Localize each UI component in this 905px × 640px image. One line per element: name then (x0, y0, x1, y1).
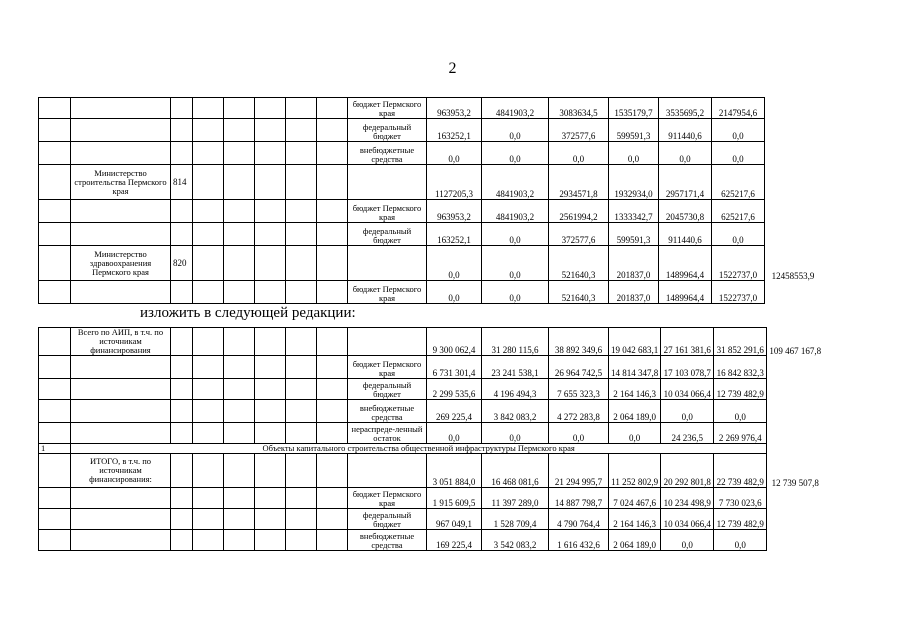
empty-cell (193, 379, 224, 400)
value-cell: 169 225,4 (427, 530, 482, 551)
organization-cell (71, 509, 171, 530)
funding-source-cell: внебюджетные средства (348, 530, 427, 551)
value-cell (767, 488, 824, 509)
empty-cell (255, 119, 286, 142)
row-number-cell (39, 454, 71, 488)
organization-cell: Министерство здравоохранения Пермского края (71, 246, 171, 281)
empty-cell (224, 356, 255, 379)
value-cell: 16 468 081,6 (482, 454, 549, 488)
organization-cell (71, 200, 171, 223)
code-cell (171, 356, 193, 379)
empty-cell (224, 142, 255, 165)
value-cell: 372577,6 (549, 119, 609, 142)
funding-source-cell: федеральный бюджет (348, 119, 427, 142)
empty-cell (255, 356, 286, 379)
value-cell: 31 280 115,6 (482, 328, 549, 356)
empty-cell (193, 488, 224, 509)
row-number-cell (39, 246, 71, 281)
value-cell: 0,0 (712, 119, 765, 142)
code-cell (171, 98, 193, 119)
value-cell: 1 915 609,5 (427, 488, 482, 509)
value-cell: 1535179,7 (609, 98, 659, 119)
value-cell (767, 379, 824, 400)
value-cell: 11 397 289,0 (482, 488, 549, 509)
value-cell: 0,0 (482, 246, 549, 281)
empty-cell (224, 488, 255, 509)
value-cell (767, 400, 824, 423)
value-cell: 1489964,4 (659, 246, 712, 281)
organization-cell (71, 400, 171, 423)
empty-cell (255, 423, 286, 444)
row-number-cell (39, 281, 71, 304)
value-cell: 22 739 482,9 (714, 454, 767, 488)
empty-cell (255, 165, 286, 200)
organization-cell: ИТОГО, в т.ч. по источникам финансирования: (71, 454, 171, 488)
empty-cell (255, 509, 286, 530)
value-cell: 3 051 884,0 (427, 454, 482, 488)
empty-cell (193, 454, 224, 488)
code-cell (171, 328, 193, 356)
funding-source-cell: внебюджетные средства (348, 400, 427, 423)
table-row (39, 165, 822, 200)
table-row (39, 400, 824, 423)
funding-source-cell: федеральный бюджет (348, 509, 427, 530)
funding-source-cell: бюджет Пермского края (348, 356, 427, 379)
value-cell: 4841903,2 (482, 98, 549, 119)
table-row (39, 119, 822, 142)
section-row (39, 444, 824, 454)
value-cell: 2 269 976,4 (714, 423, 767, 444)
value-cell: 2 064 189,0 (609, 530, 661, 551)
empty-cell (317, 488, 348, 509)
empty-cell (286, 328, 317, 356)
value-cell: 1333342,7 (609, 200, 659, 223)
row-number-cell (39, 119, 71, 142)
section-heading: изложить в следующей редакции: (140, 305, 356, 321)
empty-cell (193, 281, 224, 304)
value-cell: 12 739 482,9 (714, 509, 767, 530)
budget-table-old (38, 97, 822, 304)
empty-cell (224, 223, 255, 246)
value-cell: 3535695,2 (659, 98, 712, 119)
funding-source-cell: бюджет Пермского края (348, 98, 427, 119)
value-cell: 2147954,6 (712, 98, 765, 119)
row-number-cell (39, 200, 71, 223)
section-title-cell: Объекты капитального строительства общественной инфраструктуры Пермского края (71, 444, 767, 454)
value-cell: 6 731 301,4 (427, 356, 482, 379)
empty-cell (317, 119, 348, 142)
value-cell: 521640,3 (549, 246, 609, 281)
value-cell: 372577,6 (549, 223, 609, 246)
funding-source-cell (348, 328, 427, 356)
value-cell: 0,0 (609, 423, 661, 444)
row-number-cell (39, 488, 71, 509)
value-cell (765, 200, 822, 223)
value-cell: 521640,3 (549, 281, 609, 304)
empty-cell (255, 200, 286, 223)
value-cell: 7 655 323,3 (549, 379, 609, 400)
row-number-cell (39, 400, 71, 423)
funding-source-cell: нераспреде-ленный остаток (348, 423, 427, 444)
value-cell: 0,0 (661, 400, 714, 423)
empty-cell (286, 423, 317, 444)
code-cell (171, 454, 193, 488)
row-number-cell (39, 142, 71, 165)
value-cell: 0,0 (427, 423, 482, 444)
value-cell (765, 165, 822, 200)
table-row (39, 509, 824, 530)
empty-cell (255, 328, 286, 356)
value-cell: 1522737,0 (712, 246, 765, 281)
empty-cell (255, 379, 286, 400)
empty-cell (193, 423, 224, 444)
value-cell: 0,0 (482, 119, 549, 142)
value-cell: 3083634,5 (549, 98, 609, 119)
code-cell (171, 488, 193, 509)
funding-source-cell: федеральный бюджет (348, 379, 427, 400)
value-cell: 31 852 291,6 (714, 328, 767, 356)
empty-cell (224, 509, 255, 530)
empty-cell (193, 142, 224, 165)
funding-source-cell: внебюджетные средства (348, 142, 427, 165)
value-cell: 0,0 (549, 142, 609, 165)
empty-cell (317, 223, 348, 246)
value-cell: 911440,6 (659, 119, 712, 142)
empty-cell (317, 200, 348, 223)
value-cell: 0,0 (661, 530, 714, 551)
value-cell: 163252,1 (427, 223, 482, 246)
empty-cell (317, 509, 348, 530)
code-cell (171, 423, 193, 444)
empty-cell (286, 400, 317, 423)
table-row (39, 423, 824, 444)
table-row (39, 142, 822, 165)
value-cell (765, 223, 822, 246)
empty-cell (317, 379, 348, 400)
value-cell (765, 98, 822, 119)
code-cell: 820 (171, 246, 193, 281)
code-cell (171, 530, 193, 551)
empty-cell (193, 165, 224, 200)
row-number-cell (39, 379, 71, 400)
value-cell: 10 234 498,9 (661, 488, 714, 509)
empty-cell (224, 530, 255, 551)
value-cell: 0,0 (482, 223, 549, 246)
empty-cell (286, 142, 317, 165)
value-cell: 0,0 (482, 281, 549, 304)
row-number-cell (39, 423, 71, 444)
value-cell: 27 161 381,6 (661, 328, 714, 356)
organization-cell (71, 223, 171, 246)
code-cell (171, 142, 193, 165)
value-cell: 12 739 507,8 (771, 477, 819, 488)
value-cell (767, 423, 824, 444)
value-cell: 2 164 146,3 (609, 379, 661, 400)
empty-cell (286, 119, 317, 142)
value-cell: 1522737,0 (712, 281, 765, 304)
value-cell: 201837,0 (609, 281, 659, 304)
value-cell: 14 887 798,7 (549, 488, 609, 509)
table-row (39, 246, 822, 281)
empty-cell (286, 223, 317, 246)
value-cell: 163252,1 (427, 119, 482, 142)
value-cell: 0,0 (712, 223, 765, 246)
empty-cell (255, 530, 286, 551)
empty-cell (193, 98, 224, 119)
empty-cell (317, 98, 348, 119)
value-cell: 1932934,0 (609, 165, 659, 200)
value-cell: 625217,6 (712, 200, 765, 223)
value-cell: 2934571,8 (549, 165, 609, 200)
empty-cell (193, 530, 224, 551)
value-cell: 0,0 (427, 246, 482, 281)
funding-source-cell (348, 246, 427, 281)
value-cell: 963953,2 (427, 98, 482, 119)
empty-cell (224, 119, 255, 142)
value-cell (767, 509, 824, 530)
empty-cell (255, 246, 286, 281)
value-cell: 2 064 189,0 (609, 400, 661, 423)
empty-cell (317, 530, 348, 551)
funding-source-cell (348, 165, 427, 200)
empty-cell (317, 356, 348, 379)
value-cell: 0,0 (427, 281, 482, 304)
empty-cell (286, 379, 317, 400)
value-cell: 967 049,1 (427, 509, 482, 530)
empty-cell (255, 98, 286, 119)
empty-cell (317, 281, 348, 304)
value-cell: 2045730,8 (659, 200, 712, 223)
empty-cell (193, 400, 224, 423)
organization-cell (71, 281, 171, 304)
value-cell: 0,0 (482, 142, 549, 165)
value-cell: 19 042 683,1 (609, 328, 661, 356)
empty-cell (224, 200, 255, 223)
empty-cell (224, 165, 255, 200)
empty-cell (286, 98, 317, 119)
empty-cell (255, 223, 286, 246)
funding-source-cell: бюджет Пермского края (348, 281, 427, 304)
value-cell: 625217,6 (712, 165, 765, 200)
empty-cell (193, 328, 224, 356)
empty-cell (255, 400, 286, 423)
value-cell: 4841903,2 (482, 200, 549, 223)
table-row (39, 328, 824, 356)
value-cell (767, 356, 824, 379)
table-row (39, 379, 824, 400)
organization-cell: Министерство строительства Пермского края (71, 165, 171, 200)
value-cell: 2561994,2 (549, 200, 609, 223)
value-cell: 1 616 432,6 (549, 530, 609, 551)
value-cell: 0,0 (714, 530, 767, 551)
empty-cell (286, 356, 317, 379)
empty-cell (193, 356, 224, 379)
table-row (39, 530, 824, 551)
empty-cell (286, 454, 317, 488)
value-cell: 109 467 167,8 (769, 345, 822, 356)
value-cell: 4 196 494,3 (482, 379, 549, 400)
value-cell: 4841903,2 (482, 165, 549, 200)
empty-cell (255, 281, 286, 304)
funding-source-cell: бюджет Пермского края (348, 200, 427, 223)
value-cell: 599591,3 (609, 223, 659, 246)
empty-cell (193, 200, 224, 223)
value-cell: 911440,6 (659, 223, 712, 246)
value-cell (767, 530, 824, 551)
value-cell: 23 241 538,1 (482, 356, 549, 379)
empty-cell (286, 165, 317, 200)
value-cell: 0,0 (659, 142, 712, 165)
table-row (39, 200, 822, 223)
value-cell: 269 225,4 (427, 400, 482, 423)
value-cell: 7 024 467,6 (609, 488, 661, 509)
code-cell (171, 281, 193, 304)
code-cell (171, 119, 193, 142)
empty-cell (193, 509, 224, 530)
value-cell: 4 790 764,4 (549, 509, 609, 530)
organization-cell (71, 142, 171, 165)
empty-cell (286, 509, 317, 530)
empty-cell (286, 488, 317, 509)
table-row (39, 454, 824, 488)
empty-cell (224, 400, 255, 423)
value-cell: 4 272 283,8 (549, 400, 609, 423)
value-cell: 11 252 802,9 (609, 454, 661, 488)
value-cell: 7 730 023,6 (714, 488, 767, 509)
value-cell: 10 034 066,4 (661, 379, 714, 400)
value-cell: 0,0 (712, 142, 765, 165)
organization-cell (71, 488, 171, 509)
value-cell: 1 528 709,4 (482, 509, 549, 530)
empty-cell (286, 281, 317, 304)
row-number-cell (39, 530, 71, 551)
empty-cell (193, 223, 224, 246)
empty-cell (193, 119, 224, 142)
value-cell (765, 281, 822, 304)
value-cell: 0,0 (482, 423, 549, 444)
budget-table-new (38, 327, 824, 551)
value-cell: 2 164 146,3 (609, 509, 661, 530)
value-cell: 12 739 482,9 (714, 379, 767, 400)
empty-cell (255, 488, 286, 509)
value-cell: 3 542 083,2 (482, 530, 549, 551)
empty-cell (193, 246, 224, 281)
row-number-cell (39, 509, 71, 530)
empty-cell (286, 530, 317, 551)
empty-cell (317, 142, 348, 165)
value-cell: 201837,0 (609, 246, 659, 281)
value-cell: 0,0 (427, 142, 482, 165)
value-cell: 21 294 995,7 (549, 454, 609, 488)
value-cell: 1489964,4 (659, 281, 712, 304)
empty-cell (317, 400, 348, 423)
organization-cell (71, 356, 171, 379)
funding-source-cell: федеральный бюджет (348, 223, 427, 246)
empty-cell (286, 200, 317, 223)
value-cell: 17 103 078,7 (661, 356, 714, 379)
value-cell: 14 814 347,8 (609, 356, 661, 379)
value-cell: 26 964 742,5 (549, 356, 609, 379)
code-cell (171, 509, 193, 530)
empty-cell (317, 165, 348, 200)
row-number-cell (39, 98, 71, 119)
empty-cell (286, 246, 317, 281)
funding-source-cell (348, 454, 427, 488)
value-cell: 599591,3 (609, 119, 659, 142)
value-cell: 963953,2 (427, 200, 482, 223)
value-cell: 0,0 (609, 142, 659, 165)
organization-cell (71, 423, 171, 444)
empty-cell (317, 454, 348, 488)
empty-cell (224, 423, 255, 444)
table-row (39, 356, 824, 379)
organization-cell (71, 119, 171, 142)
value-cell: 0,0 (549, 423, 609, 444)
section-number-cell: 1 (39, 444, 71, 454)
empty-cell (224, 246, 255, 281)
empty-cell (224, 454, 255, 488)
code-cell: 814 (171, 165, 193, 200)
value-cell (765, 119, 822, 142)
empty-cell (317, 328, 348, 356)
value-cell: 2957171,4 (659, 165, 712, 200)
empty-cell (255, 142, 286, 165)
value-cell: 10 034 066,4 (661, 509, 714, 530)
row-number-cell (39, 328, 71, 356)
value-cell: 9 300 062,4 (427, 328, 482, 356)
empty-cell (255, 454, 286, 488)
value-cell: 12458553,9 (771, 270, 815, 281)
table-row (39, 488, 824, 509)
empty-cell (224, 98, 255, 119)
value-cell: 16 842 832,3 (714, 356, 767, 379)
empty-cell (767, 444, 824, 454)
table-row (39, 281, 822, 304)
value-cell: 1127205,3 (427, 165, 482, 200)
empty-cell (317, 423, 348, 444)
code-cell (171, 379, 193, 400)
value-cell: 0,0 (714, 400, 767, 423)
table-row (39, 223, 822, 246)
value-cell: 2 299 535,6 (427, 379, 482, 400)
table-row (39, 98, 822, 119)
row-number-cell (39, 356, 71, 379)
organization-cell (71, 530, 171, 551)
empty-cell (224, 281, 255, 304)
organization-cell (71, 98, 171, 119)
code-cell (171, 200, 193, 223)
empty-cell (224, 328, 255, 356)
empty-cell (317, 246, 348, 281)
value-cell: 38 892 349,6 (549, 328, 609, 356)
funding-source-cell: бюджет Пермского края (348, 488, 427, 509)
organization-cell: Всего по АИП, в т.ч. по источникам финансирования (71, 328, 171, 356)
row-number-cell (39, 223, 71, 246)
empty-cell (224, 379, 255, 400)
row-number-cell (39, 165, 71, 200)
value-cell: 20 292 801,8 (661, 454, 714, 488)
code-cell (171, 223, 193, 246)
page-number: 2 (448, 60, 457, 77)
value-cell: 3 842 083,2 (482, 400, 549, 423)
organization-cell (71, 379, 171, 400)
value-cell: 24 236,5 (661, 423, 714, 444)
value-cell (765, 142, 822, 165)
code-cell (171, 400, 193, 423)
